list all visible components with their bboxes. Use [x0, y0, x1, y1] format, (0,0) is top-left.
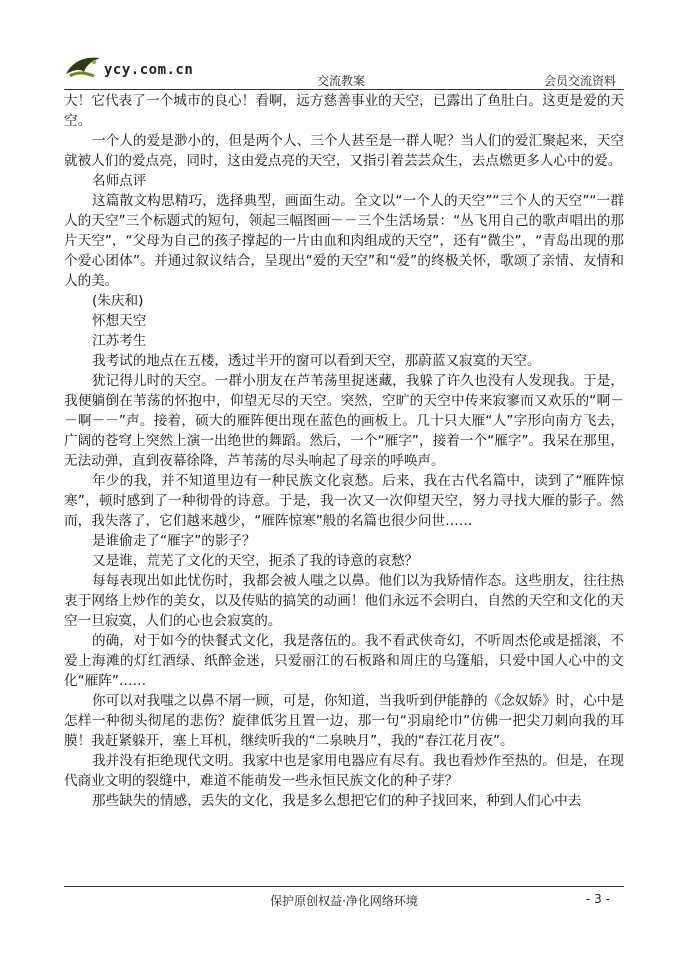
- logo-text: ycy.com.cn: [104, 62, 194, 78]
- paragraph: 江苏考生: [92, 333, 147, 349]
- paragraph: 的确，对于如今的快餐式文化，我是落伍的。我不看武侠奇幻，不听周杰伦或是摇滚，不爱上海滩的灯红酒绿、纸醉金迷，只爱丽江的石板路和周庄的乌篷船，只爱中国人心中的文化“雁阵”……: [64, 633, 624, 689]
- paragraph: 那些缺失的情感，丢失的文化，我是多么想把它们的种子找回来，种到人们心中去: [92, 793, 582, 809]
- paragraph: 这篇散文构思精巧，选择典型，画面生动。全文以“一个人的天空”“三个人的天空”“一群人的天空”三个标题式的短句，领起三幅图画－－三个生活场景：“丛飞用自己的歌声唱出的那片天空”，“父母为自己的孩子撑起的一片由血和肉组成的天空”，还有“微尘”，“青岛出现的那个爱心团体”。并通过叙议结合，呈现出“爱的天空”和“爱”的终极关怀，歌颂了亲情、友情和人的美。: [64, 193, 624, 289]
- bird-logo-icon: [64, 54, 102, 82]
- header-divider: [64, 89, 624, 90]
- footer-slogan: 保护原创权益·净化网络环境: [270, 894, 418, 908]
- paragraph: 又是谁，荒芜了文化的天空，扼杀了我的诗意的哀愁？: [92, 553, 419, 569]
- paragraph: 我并没有拒绝现代文明。我家中也是家用电器应有尽有。我也看炒作至热的。但是，在现代商业文明的裂缝中，难道不能萌发一些永恒民族文化的种子芽？: [64, 753, 624, 789]
- paragraph: 年少的我，并不知道里边有一种民族文化哀愁。后来，我在古代名篇中，读到了“雁阵惊寒”，顿时感到了一种彻骨的诗意。于是，我一次又一次仰望天空，努力寻找大雁的影子。然而，我失落了，它们越来越少，“雁阵惊寒”般的名篇也很少问世……: [64, 473, 624, 529]
- paragraph: 名师点评: [92, 173, 147, 189]
- paragraph: 大！它代表了一个城市的良心！看啊，远方慈善事业的天空，已露出了鱼肚白。这更是爱的天空。: [64, 93, 624, 129]
- paragraph: 怀想天空: [92, 313, 147, 329]
- document-body: [64, 91, 624, 811]
- paragraph: (朱庆和): [92, 293, 144, 309]
- paragraph: 我考试的地点在五楼，透过半开的窗可以看到天空，那蔚蓝又寂寞的天空。: [92, 353, 541, 369]
- paragraph: 是谁偷走了“雁字”的影子？: [92, 533, 256, 549]
- site-logo[interactable]: [64, 54, 204, 84]
- nav-member-materials[interactable]: 会员交流资料: [544, 74, 617, 88]
- page-number: - 3 -: [586, 892, 610, 906]
- page-header: [64, 52, 624, 92]
- paragraph: 一个人的爱是渺小的，但是两个人、三个人甚至是一群人呢？当人们的爱汇聚起来，天空就被人们的爱点亮，同时，这由爱点亮的天空，又指引着芸芸众生，去点燃更多人心中的爱。: [64, 133, 624, 169]
- nav-teaching-plans[interactable]: 交流教案: [317, 74, 366, 88]
- paragraph: 犹记得儿时的天空。一群小朋友在芦苇荡里捉迷藏，我躲了许久也没有人发现我。于是，我便躺倒在苇荡的怀抱中，仰望无尽的天空。突然，空旷的天空中传来寂寥而又欢乐的“啊－－啊－－”声。接着，硕大的雁阵便出现在蓝色的画板上。几十只大雁“人”字形向南方飞去，广阔的苍穹上突然上演一出绝世的舞蹈。然后，一个“雁字”，接着一个“雁字”。我呆在那里，无法动弹，直到夜幕徐降，芦苇荡的尽头响起了母亲的呼唤声。: [64, 373, 624, 469]
- paragraph: 你可以对我嗤之以鼻不屑一顾，可是，你知道，当我听到伊能静的《念奴娇》时，心中是怎样一种彻头彻尾的悲伤？旋律低劣且置一边，那一句“羽扇纶巾”仿佛一把尖刀刺向我的耳膜！我赶紧躲开，塞上耳机，继续听我的“二泉映月”，我的“春江花月夜”。: [64, 693, 624, 749]
- footer-divider: [64, 886, 624, 887]
- paragraph: 每每表现出如此忧伤时，我都会被人嗤之以鼻。他们以为我矫情作态。这些朋友，往往热衷于网络上炒作的美女，以及传贴的搞笑的动画！他们永远不会明白，自然的天空和文化的天空一旦寂寞，人们的心也会寂寞的。: [64, 573, 624, 629]
